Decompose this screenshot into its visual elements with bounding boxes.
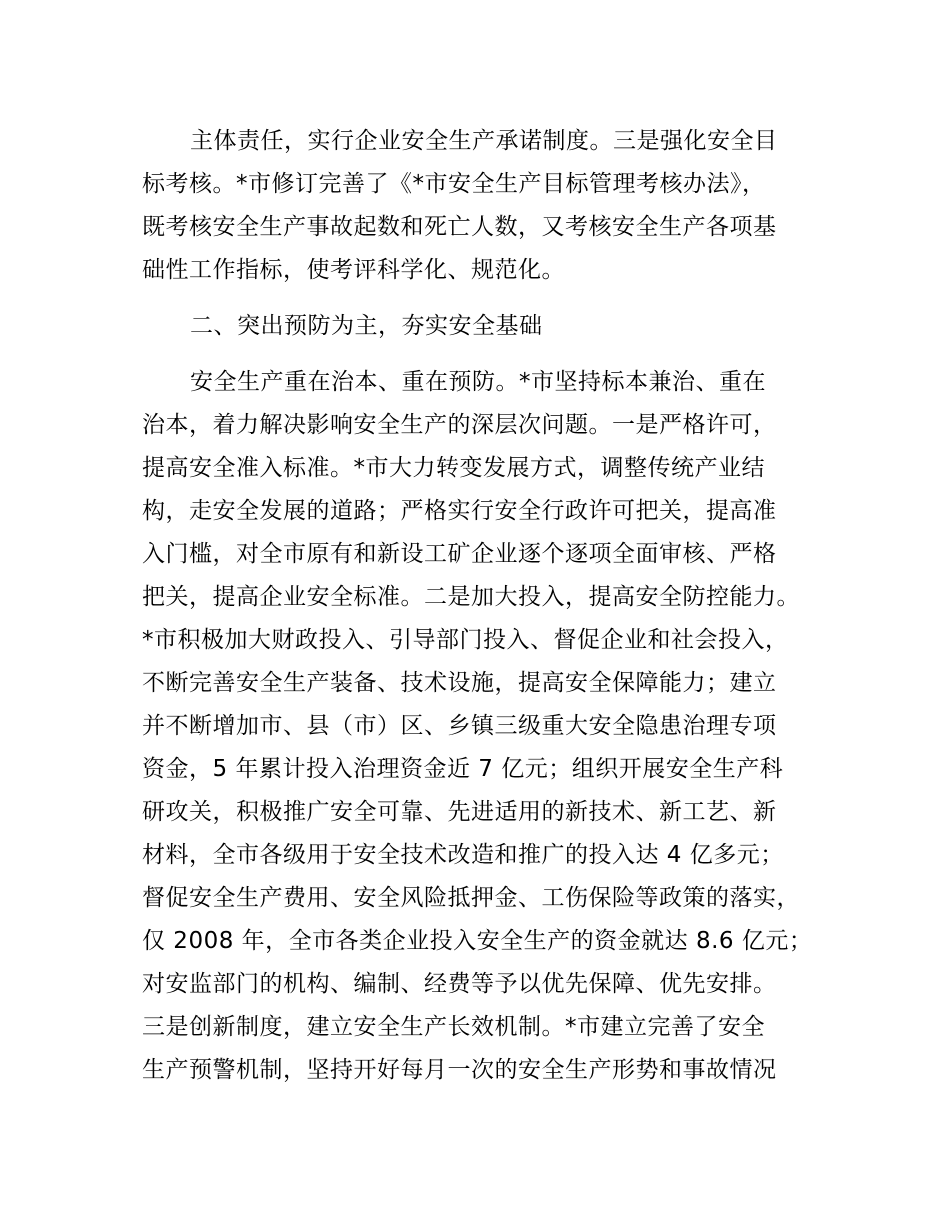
paragraph-line: 三是创新制度，建立安全生产长效机制。*市建立完善了安全	[142, 1014, 765, 1040]
paragraph-line: 仅 2008 年，全市各类企业投入安全生产的资金就达 8.6 亿元；	[142, 928, 813, 954]
paragraph-line: 构，走安全发展的道路；严格实行安全行政许可把关，提高准	[142, 498, 777, 524]
paragraph-line: 并不断增加市、县（市）区、乡镇三级重大安全隐患治理专项	[142, 713, 777, 739]
paragraph-line: 资金，5 年累计投入治理资金近 7 亿元；组织开展安全生产科	[142, 756, 784, 782]
document-body	[142, 120, 842, 1092]
paragraph-line: 提高安全准入标准。*市大力转变发展方式，调整传统产业结	[142, 455, 765, 481]
paragraph-line: 生产预警机制，坚持开好每月一次的安全生产形势和事故情况	[142, 1057, 777, 1083]
paragraph-line: 督促安全生产费用、安全风险抵押金、工伤保险等政策的落实，	[142, 885, 800, 911]
paragraph-line: 对安监部门的机构、编制、经费等予以优先保障、优先安排。	[142, 971, 777, 997]
paragraph-line: 标考核。*市修订完善了《*市安全生产目标管理考核办法》，	[142, 171, 766, 197]
paragraph-gap	[142, 292, 842, 305]
paragraph-line: 既考核安全生产事故起数和死亡人数，又考核安全生产各项基	[142, 214, 777, 240]
paragraph-line: 材料，全市各级用于安全技术改造和推广的投入达 4 亿多元；	[142, 842, 784, 868]
paragraph-line: 础性工作指标，使考评科学化、规范化。	[142, 257, 565, 283]
section-heading: 二、突出预防为主，夯实安全基础	[190, 313, 543, 339]
paragraph-gap	[142, 348, 842, 361]
paragraph-line: 把关，提高企业安全标准。二是加大投入，提高安全防控能力。	[142, 584, 800, 610]
paragraph-line: 不断完善安全生产装备、技术设施，提高安全保障能力；建立	[142, 670, 777, 696]
paragraph-line: 主体责任，实行企业安全生产承诺制度。三是强化安全目	[190, 128, 778, 154]
paragraph-line: 安全生产重在治本、重在预防。*市坚持标本兼治、重在	[190, 369, 766, 395]
paragraph-line: *市积极加大财政投入、引导部门投入、督促企业和社会投入，	[142, 627, 789, 653]
paragraph-line: 入门槛，对全市原有和新设工矿企业逐个逐项全面审核、严格	[142, 541, 777, 567]
paragraph-line: 研攻关，积极推广安全可靠、先进适用的新技术、新工艺、新	[142, 799, 777, 825]
paragraph-line: 治本，着力解决影响安全生产的深层次问题。一是严格许可，	[142, 412, 777, 438]
